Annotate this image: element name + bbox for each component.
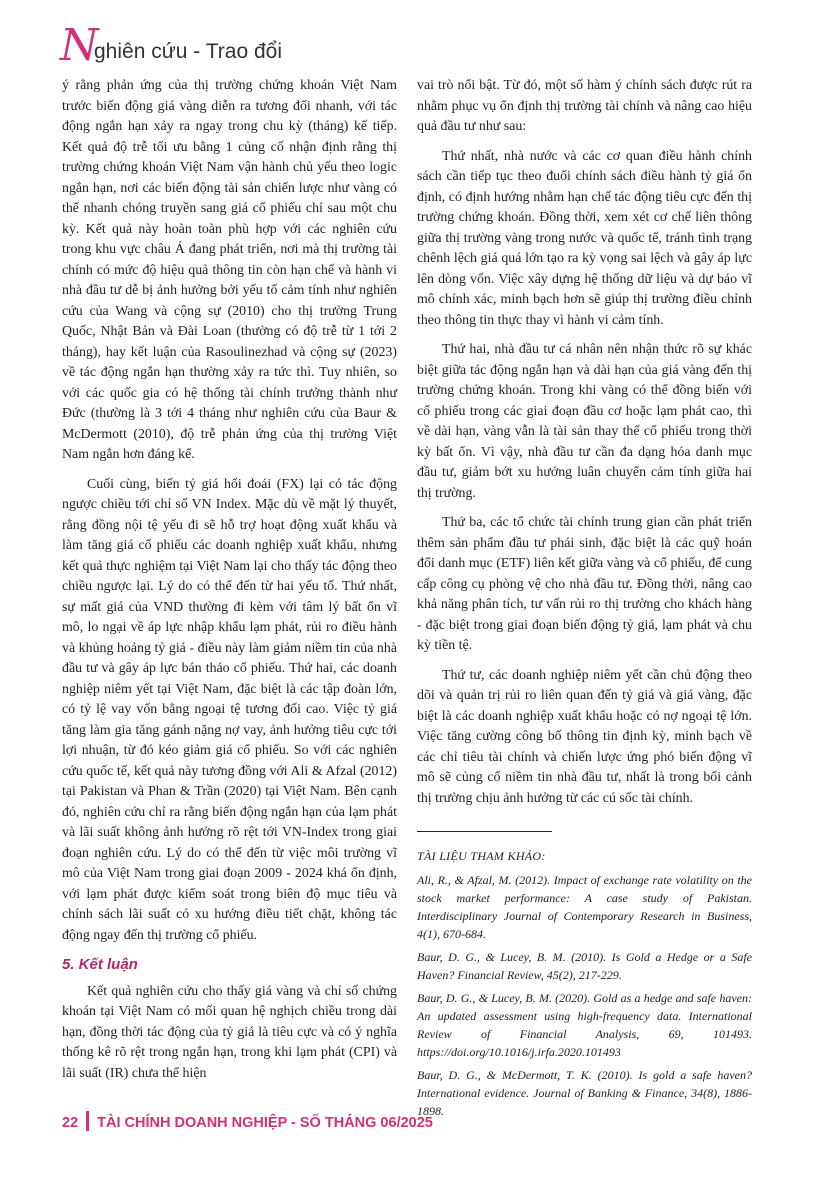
reference-item: Ali, R., & Afzal, M. (2012). Impact of exchange rate volatility on the stock market performance: A case study of Pakistan. Interdisciplinary Journal of Contemporary Research in Business, 4(1), 670-684. (417, 872, 752, 941)
body-paragraph: Cuối cùng, biến tỷ giá hối đoái (FX) lại có tác động ngược chiều tới chỉ số VN Index. Mặc dù về mặt lý thuyết, rằng đồng nội tệ yếu đi sẽ hỗ trợ hoạt động xuất khẩu và làm tăng giá cổ phiếu các doanh nghiệp xuất khẩu, nhưng kết quả thực nghiệm tại Việt Nam lại cho thấy tác động theo chiều ngược lại. Lý do có thể đến từ hai yếu tố. Thứ nhất, sự mất giá của VND thường đi kèm với tâm lý bất ổn vĩ mô, lo ngại về áp lực nhập khẩu lạm phát, rủi ro điều hành và khủng hoảng tỷ giá - điều này làm giảm niềm tin của nhà đầu tư và gây áp lực bán tháo cổ phiếu. Thứ hai, các doanh nghiệp niêm yết tại Việt Nam, đặc biệt là các tập đoàn lớn, có tỷ lệ vay vốn bằng ngoại tệ tương đối cao. Việc tỷ giá tăng làm gia tăng gánh nặng nợ vay, ảnh hưởng tiêu cực tới lợi nhuận, từ đó kéo giảm giá cổ phiếu. So với các nghiên cứu quốc tế, kết quả này tương đồng với Ali & Afzal (2012) tại Pakistan và Phan & Trần (2020) tại Việt Nam. Bên cạnh đó, nghiên cứu chỉ ra rằng biến động ngắn hạn của lạm phát và lãi suất không ảnh hưởng rõ rệt tới VN-Index trong giai đoạn nghiên cứu. Lý do có thể đến từ việc môi trường vĩ mô của Việt Nam trong giai đoạn 2009 - 2024 khá ổn định, với lạm phát được kiểm soát trong biên độ mục tiêu và chính sách lãi suất có xu hướng điều tiết chặt, không tác động ngay đến thị trường cổ phiếu. (62, 476, 397, 943)
references-title: TÀI LIỆU THAM KHẢO: (417, 849, 546, 863)
body-paragraph: vai trò nổi bật. Từ đó, một số hàm ý chính sách được rút ra nhằm phục vụ ổn định thị trường tài chính và nâng cao hiệu quả đầu tư như sau: (417, 78, 752, 134)
page-footer (62, 1113, 433, 1133)
reference-item: Baur, D. G., & McDermott, T. K. (2010). Is gold a safe haven? International evidence. Journal of Banking & Finance, 34(8), 1886-1898. (417, 1067, 752, 1118)
body-paragraph: ý rằng phản ứng của thị trường chứng khoán Việt Nam trước biến động giá vàng diễn ra tương đối nhanh, với tác động ngắn hạn xảy ra ngay trong chu kỳ (tháng) kế tiếp. Kết quả độ trễ tối ưu bằng 1 củng cố nhận định rằng thị trường chứng khoán Việt Nam vận hành chủ yếu theo logic ngắn hạn, nơi các biến động tài sản chiến lược như vàng có thể nhanh chóng truyền sang giá cổ phiếu chỉ sau một chu kỳ. Kết quả này hoàn toàn phù hợp với các nghiên cứu trong khu vực châu Á đang phát triển, nơi mà thị trường tài chính có mức độ hiệu quả thông tin còn hạn chế và hành vi nhà đầu tư dễ bị ảnh hưởng bởi yếu tố cảm tính như nghiên cứu của Wang và cộng sự (2010) cho thị trường Trung Quốc, Nhật Bản và Đài Loan (thường có độ trễ từ 1 tới 2 tháng), hay kết luận của Rasoulinezhad và cộng sự (2023) về tác động ngắn hạn thường xảy ra tức thì. Tuy nhiên, so với các quốc gia có hệ thống tài chính trưởng thành như Đức (thường là 3 tới 4 tháng như nghiên cứu của Baur & McDermott (2010), độ trễ phản ứng của thị trường Việt Nam ngắn hơn đáng kể. (62, 78, 397, 462)
body-paragraph: Thứ ba, các tổ chức tài chính trung gian cần phát triển thêm sản phẩm đầu tư phái sinh, đặc biệt là các quỹ hoán đổi danh mục (ETF) liên kết giữa vàng và cổ phiếu, để cung cấp công cụ phòng vệ cho nhà đầu tư. Đồng thời, nâng cao khả năng phân tích, tư vấn rủi ro thị trường cho khách hàng - đặc biệt trong giai đoạn biến động tỷ giá, lạm phát và chu kỳ tiền tệ. (417, 515, 752, 653)
section-heading: 5. Kết luận (62, 956, 138, 973)
left-column (62, 76, 397, 1093)
body-paragraph: Thứ hai, nhà đầu tư cá nhân nên nhận thức rõ sự khác biệt giữa tác động ngắn hạn và dài hạn của giá vàng đến thị trường chứng khoán. Trong khi vàng có thể đồng biến với cổ phiếu trong các giai đoạn đầu cơ hoặc lạm phát cao, thì về dài hạn, vàng vẫn là tài sản thay thế cổ phiếu trong thời kỳ bất ổn. Vì vậy, nhà đầu tư cần đa dạng hóa danh mục đầu tư, giảm bớt xu hướng luân chuyển cảm tính giữa hai thị trường. (417, 342, 752, 501)
reference-item: Baur, D. G., & Lucey, B. M. (2020). Gold as a hedge and safe haven: An updated assessment using high-frequency data. International Review of Financial Analysis, 69, 101493. https://doi.org/10.1016/j.irfa.2020.101493 (417, 990, 752, 1059)
body-paragraph: Thứ tư, các doanh nghiệp niêm yết cần chủ động theo dõi và quản trị rủi ro liên quan đến tỷ giá và giá vàng, đặc biệt là các doanh nghiệp xuất khẩu hoặc có nợ ngoại tệ lớn. Việc tăng cường công bố thông tin định kỳ, minh bạch về các chỉ tiêu tài chính và chiến lược ứng phó biến động vĩ mô sẽ củng cố niềm tin nhà đầu tư, nhất là trong bối cảnh thị trường chịu ảnh hưởng từ các cú sốc tài chính. (417, 667, 752, 806)
reference-item: Baur, D. G., & Lucey, B. M. (2010). Is Gold a Hedge or a Safe Haven? Financial Review, 45(2), 217-229. (417, 949, 752, 982)
right-column (417, 76, 752, 1125)
footer-divider (86, 1111, 89, 1131)
body-paragraph: Thứ nhất, nhà nước và các cơ quan điều hành chính sách cần tiếp tục theo đuổi chính sách điều hành tỷ giá ổn định, có định hướng nhằm hạn chế tác động tiêu cực đến thị trường chứng khoán. Đồng thời, xem xét cơ chế liên thông giữa thị trường vàng trong nước và quốc tế, tránh tình trạng chênh lệch giá quá lớn tạo ra kỳ vọng sai lệch và gây áp lực lên dòng vốn. Việc xây dựng hệ thống dữ liệu và dự báo vĩ mô chính xác, minh bạch hơn sẽ giúp thị trường điều chỉnh theo thông tin thực thay vì hành vi cảm tính. (417, 148, 752, 328)
references-divider (417, 831, 552, 832)
journal-name: TÀI CHÍNH DOANH NGHIỆP - SỐ THÁNG 06/2025 (97, 1114, 433, 1131)
header-title: ghiên cứu - Trao đổi (94, 40, 282, 63)
header-initial: N (60, 20, 99, 71)
page-number: 22 (62, 1114, 79, 1131)
conclusion-paragraph: Kết quả nghiên cứu cho thấy giá vàng và chỉ số chứng khoán tại Việt Nam có mối quan hệ nghịch chiều trong dài hạn, đồng thời tác động của tỷ giá là tiêu cực và có ý nghĩa thống kê rõ rệt trong ngắn hạn, trong khi lạm phát (CPI) và lãi suất (IR) chưa thể hiện (62, 983, 397, 1081)
